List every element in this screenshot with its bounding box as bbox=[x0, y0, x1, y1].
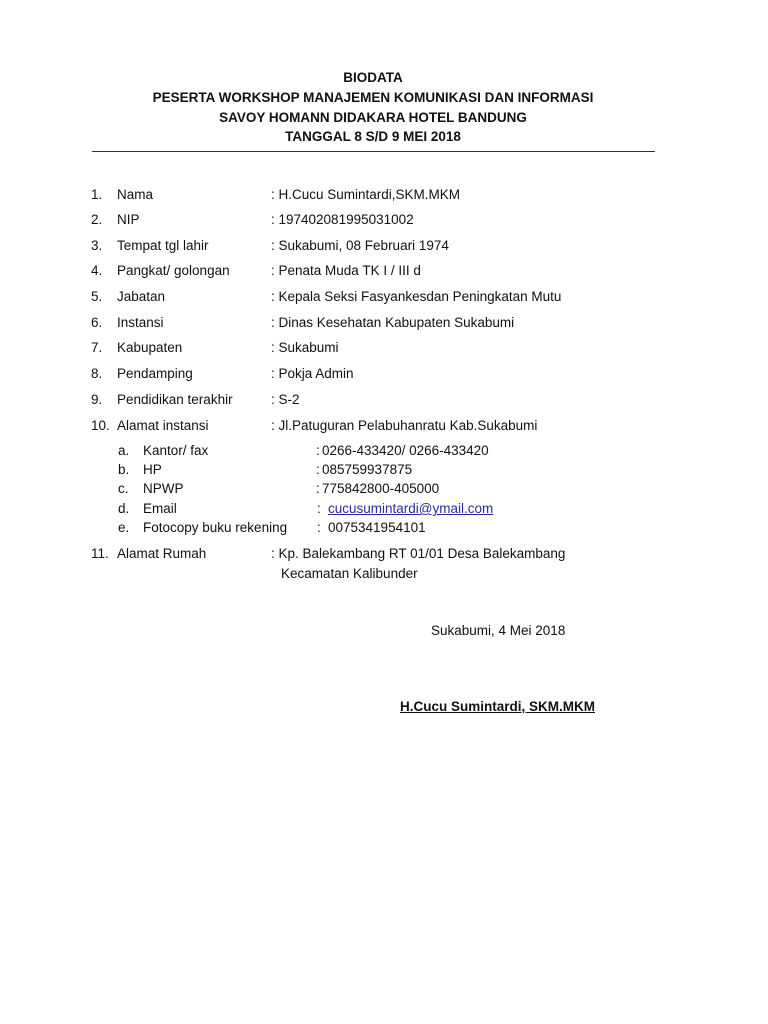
item-value: 775842800-405000 bbox=[322, 481, 440, 496]
item-letter: d. bbox=[118, 501, 130, 516]
item-label: NIP bbox=[117, 212, 140, 227]
item-label: Alamat Rumah bbox=[117, 546, 207, 561]
item-number: 8. bbox=[91, 366, 103, 381]
item-value: : Sukabumi, 08 Februari 1974 bbox=[271, 238, 449, 253]
email-link[interactable]: cucusumintardi@ymail.com bbox=[328, 501, 494, 516]
item-label: Nama bbox=[117, 187, 154, 202]
item-number: 11. bbox=[91, 546, 109, 561]
item-label: Alamat instansi bbox=[117, 418, 209, 433]
item-number: 9. bbox=[91, 392, 103, 407]
item-label: HP bbox=[143, 462, 162, 477]
item-number: 6. bbox=[91, 315, 103, 330]
item-label: Kabupaten bbox=[117, 340, 183, 355]
item-value: : Jl.Patuguran Pelabuhanratu Kab.Sukabumi bbox=[271, 418, 538, 433]
item-letter: b. bbox=[118, 462, 130, 477]
item-number: 4. bbox=[91, 263, 103, 278]
item-letter: a. bbox=[118, 443, 130, 458]
item-colon: : bbox=[316, 462, 320, 477]
header-divider bbox=[92, 151, 655, 152]
event-title: PESERTA WORKSHOP MANAJEMEN KOMUNIKASI DAN INFORMASI bbox=[152, 90, 594, 105]
item-number: 3. bbox=[91, 238, 103, 253]
item-value: : S-2 bbox=[271, 392, 300, 407]
item-number: 7. bbox=[91, 340, 103, 355]
signatory-name: H.Cucu Sumintardi, SKM.MKM bbox=[400, 699, 595, 714]
item-value: 0075341954101 bbox=[328, 520, 426, 535]
item-label: Pangkat/ golongan bbox=[117, 263, 230, 278]
item-number: 10. bbox=[91, 418, 110, 433]
item-colon: : bbox=[316, 481, 320, 496]
item-letter: e. bbox=[118, 520, 130, 535]
item-label: Fotocopy buku rekening bbox=[143, 520, 288, 535]
item-value: : H.Cucu Sumintardi,SKM.MKM bbox=[271, 187, 461, 202]
place-date: Sukabumi, 4 Mei 2018 bbox=[431, 623, 566, 638]
item-label: Tempat tgl lahir bbox=[117, 238, 209, 253]
item-value: : Dinas Kesehatan Kabupaten Sukabumi bbox=[271, 315, 515, 330]
item-value: 085759937875 bbox=[322, 462, 413, 477]
item-number: 2. bbox=[91, 212, 103, 227]
item-value: : Kp. Balekambang RT 01/01 Desa Balekambang bbox=[271, 546, 566, 561]
item-label: Pendamping bbox=[117, 366, 193, 381]
item-value: : Penata Muda TK I / III d bbox=[271, 263, 421, 278]
item-letter: c. bbox=[118, 481, 129, 496]
item-label: NPWP bbox=[143, 481, 184, 496]
item-value: : 197402081995031002 bbox=[271, 212, 414, 227]
item-label: Jabatan bbox=[117, 289, 166, 304]
item-label: Pendidikan terakhir bbox=[117, 392, 233, 407]
item-value: : Sukabumi bbox=[271, 340, 339, 355]
item-value: : Kepala Seksi Fasyankesdan Peningkatan Mutu bbox=[271, 289, 562, 304]
item-value: : Pokja Admin bbox=[271, 366, 354, 381]
item-colon: : bbox=[317, 520, 321, 535]
item-colon: : bbox=[317, 501, 321, 516]
item-value-line2: Kecamatan Kalibunder bbox=[281, 566, 418, 581]
event-date: TANGGAL 8 S/D 9 MEI 2018 bbox=[285, 129, 461, 144]
item-label: Email bbox=[143, 501, 177, 516]
item-colon: : bbox=[316, 443, 320, 458]
item-value: 0266-433420/ 0266-433420 bbox=[322, 443, 489, 458]
item-label: Instansi bbox=[117, 315, 164, 330]
item-number: 1. bbox=[91, 187, 103, 202]
item-number: 5. bbox=[91, 289, 103, 304]
item-label: Kantor/ fax bbox=[143, 443, 209, 458]
venue: SAVOY HOMANN DIDAKARA HOTEL BANDUNG bbox=[219, 110, 527, 125]
doc-title: BIODATA bbox=[343, 70, 403, 85]
